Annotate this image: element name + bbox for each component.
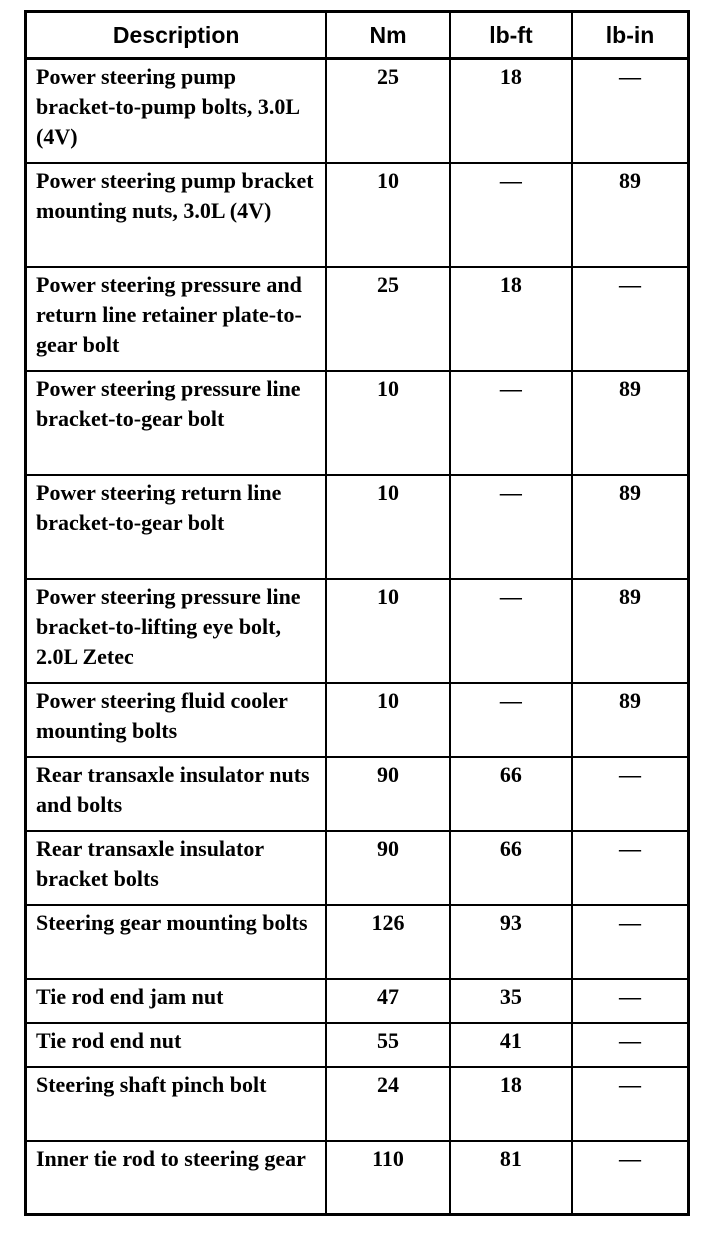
- cell-description: Steering gear mounting bolts: [26, 905, 327, 979]
- table-row: [26, 579, 689, 683]
- cell-nm: 126: [326, 905, 449, 979]
- cell-nm: 10: [326, 475, 449, 579]
- cell-lb-in: —: [572, 267, 688, 371]
- cell-description: Power steering fluid cooler mounting bolts: [26, 683, 327, 757]
- cell-nm: 90: [326, 757, 449, 831]
- cell-lb-ft: —: [450, 579, 572, 683]
- table-row: [26, 757, 689, 831]
- cell-lb-in: —: [572, 59, 688, 163]
- cell-lb-ft: —: [450, 475, 572, 579]
- cell-lb-ft: 18: [450, 59, 572, 163]
- table-row: [26, 371, 689, 475]
- header-row: [26, 12, 689, 59]
- cell-lb-ft: 18: [450, 1067, 572, 1141]
- cell-lb-in: —: [572, 979, 688, 1023]
- table-row: [26, 267, 689, 371]
- cell-lb-ft: —: [450, 683, 572, 757]
- cell-description: Rear transaxle insulator nuts and bolts: [26, 757, 327, 831]
- table-row: [26, 1067, 689, 1141]
- table-row: [26, 1141, 689, 1215]
- cell-description: Steering shaft pinch bolt: [26, 1067, 327, 1141]
- cell-nm: 55: [326, 1023, 449, 1067]
- header-lb-in: lb-in: [572, 12, 688, 59]
- cell-description: Power steering pump bracket mounting nuts, 3.0L (4V): [26, 163, 327, 267]
- header-lb-ft: lb-ft: [450, 12, 572, 59]
- cell-description: Rear transaxle insulator bracket bolts: [26, 831, 327, 905]
- cell-description: Power steering pressure line bracket-to-gear bolt: [26, 371, 327, 475]
- cell-description: Power steering pressure line bracket-to-lifting eye bolt, 2.0L Zetec: [26, 579, 327, 683]
- table-row: [26, 163, 689, 267]
- header-nm: Nm: [326, 12, 449, 59]
- cell-description: Power steering pump bracket-to-pump bolts, 3.0L (4V): [26, 59, 327, 163]
- cell-nm: 47: [326, 979, 449, 1023]
- cell-lb-in: —: [572, 757, 688, 831]
- cell-lb-in: —: [572, 1067, 688, 1141]
- cell-lb-in: —: [572, 831, 688, 905]
- cell-lb-ft: 66: [450, 757, 572, 831]
- cell-lb-ft: 81: [450, 1141, 572, 1215]
- table-row: [26, 475, 689, 579]
- cell-description: Power steering return line bracket-to-gear bolt: [26, 475, 327, 579]
- cell-nm: 25: [326, 267, 449, 371]
- cell-nm: 90: [326, 831, 449, 905]
- cell-description: Power steering pressure and return line retainer plate-to-gear bolt: [26, 267, 327, 371]
- cell-lb-in: —: [572, 905, 688, 979]
- cell-lb-ft: 35: [450, 979, 572, 1023]
- table-row: [26, 905, 689, 979]
- cell-lb-in: —: [572, 1023, 688, 1067]
- cell-lb-ft: —: [450, 163, 572, 267]
- cell-lb-in: 89: [572, 163, 688, 267]
- cell-nm: 10: [326, 163, 449, 267]
- header-description: Description: [26, 12, 327, 59]
- cell-lb-in: —: [572, 1141, 688, 1215]
- cell-lb-in: 89: [572, 683, 688, 757]
- cell-lb-ft: 18: [450, 267, 572, 371]
- cell-nm: 10: [326, 371, 449, 475]
- cell-lb-ft: 41: [450, 1023, 572, 1067]
- cell-lb-in: 89: [572, 475, 688, 579]
- cell-nm: 110: [326, 1141, 449, 1215]
- table-row: [26, 59, 689, 163]
- cell-description: Tie rod end jam nut: [26, 979, 327, 1023]
- cell-nm: 10: [326, 683, 449, 757]
- cell-lb-in: 89: [572, 579, 688, 683]
- cell-nm: 24: [326, 1067, 449, 1141]
- cell-lb-ft: 93: [450, 905, 572, 979]
- table-row: [26, 831, 689, 905]
- cell-nm: 25: [326, 59, 449, 163]
- cell-description: Inner tie rod to steering gear: [26, 1141, 327, 1215]
- table-row: [26, 683, 689, 757]
- cell-lb-ft: 66: [450, 831, 572, 905]
- table-row: [26, 979, 689, 1023]
- torque-spec-table: [24, 10, 690, 1216]
- table-row: [26, 1023, 689, 1067]
- cell-description: Tie rod end nut: [26, 1023, 327, 1067]
- cell-lb-in: 89: [572, 371, 688, 475]
- cell-nm: 10: [326, 579, 449, 683]
- cell-lb-ft: —: [450, 371, 572, 475]
